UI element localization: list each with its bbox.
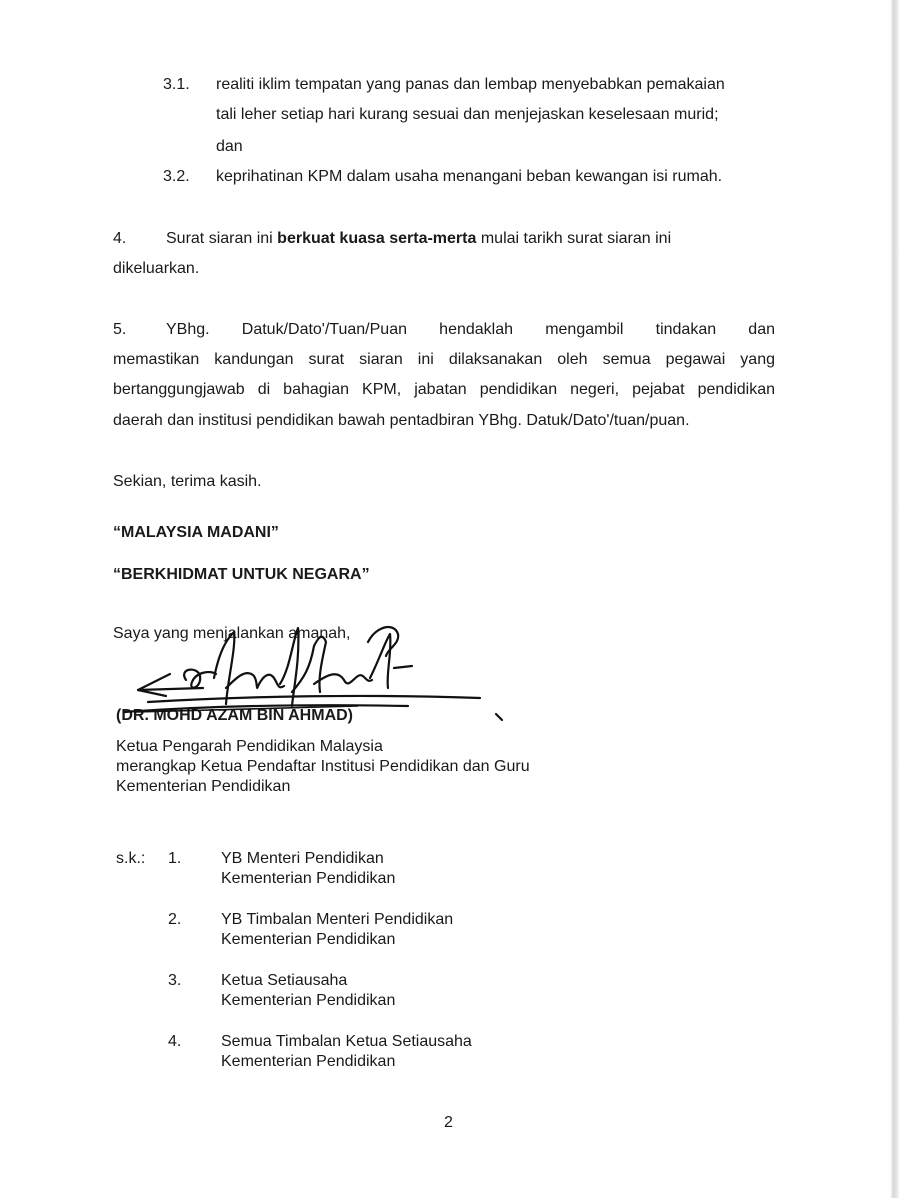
item-3-2-number: 3.2. (163, 168, 190, 185)
para-4-number: 4. (113, 230, 127, 247)
sk-item-3-line-1: Ketua Setiausaha (221, 972, 348, 989)
page-number: 2 (444, 1114, 453, 1131)
sk-item-4-line-1: Semua Timbalan Ketua Setiausaha (221, 1033, 472, 1050)
para-4-text-pre: Surat siaran ini (166, 230, 278, 247)
slogan-malaysia-madani: “MALAYSIA MADANI” (113, 524, 279, 541)
sk-item-2-number: 2. (168, 911, 182, 928)
sk-item-4-line-2: Kementerian Pendidikan (221, 1053, 396, 1070)
item-3-1-line-3: dan (216, 138, 243, 155)
closing-text: Sekian, terima kasih. (113, 473, 262, 490)
sk-item-4-number: 4. (168, 1033, 182, 1050)
sk-item-3-number: 3. (168, 972, 182, 989)
page-edge-shadow (890, 0, 899, 1198)
sk-item-1-line-2: Kementerian Pendidikan (221, 870, 396, 887)
signatory-title-2: merangkap Ketua Pendaftar Institusi Pendidikan dan Guru (116, 758, 530, 775)
item-3-1-number: 3.1. (163, 76, 190, 93)
para-5-number: 5. (113, 321, 127, 338)
para-5-line-2: memastikan kandungan surat siaran ini dilaksanakan oleh semua pegawai yang (113, 351, 775, 368)
para-4-text-bold: berkuat kuasa serta-merta (277, 230, 477, 247)
item-3-2-line-1: keprihatinan KPM dalam usaha menangani beban kewangan isi rumah. (216, 168, 723, 185)
sk-item-1-line-1: YB Menteri Pendidikan (221, 850, 384, 867)
para-4-line-1 (166, 229, 775, 249)
item-3-1-line-2: tali leher setiap hari kurang sesuai dan menjejaskan keselesaan murid; (216, 106, 719, 123)
handwritten-signature (108, 608, 508, 728)
signoff-text: Saya yang menjalankan amanah, (113, 625, 351, 642)
slogan-berkhidmat: “BERKHIDMAT UNTUK NEGARA” (113, 566, 370, 583)
signatory-name: (DR. MOHD AZAM BIN AHMAD) (116, 707, 353, 724)
sk-item-2-line-2: Kementerian Pendidikan (221, 931, 396, 948)
signatory-title-3: Kementerian Pendidikan (116, 778, 291, 795)
para-5-line-1: YBhg. Datuk/Dato'/Tuan/Puan hendaklah mengambil tindakan dan (166, 321, 775, 338)
para-4-text-post: mulai tarikh surat siaran ini (476, 230, 672, 247)
item-3-1-line-1: realiti iklim tempatan yang panas dan lembap menyebabkan pemakaian (216, 76, 725, 93)
para-5-line-3: bertanggungjawab di bahagian KPM, jabatan pendidikan negeri, pejabat pendidikan (113, 381, 775, 398)
sk-item-1-number: 1. (168, 850, 182, 867)
para-5-line-4: daerah dan institusi pendidikan bawah pentadbiran YBhg. Datuk/Dato'/tuan/puan. (113, 412, 690, 429)
para-4-line-2: dikeluarkan. (113, 260, 200, 277)
sk-item-2-line-1: YB Timbalan Menteri Pendidikan (221, 911, 454, 928)
signatory-title-1: Ketua Pengarah Pendidikan Malaysia (116, 738, 383, 755)
sk-item-3-line-2: Kementerian Pendidikan (221, 992, 396, 1009)
sk-label: s.k.: (116, 850, 146, 867)
